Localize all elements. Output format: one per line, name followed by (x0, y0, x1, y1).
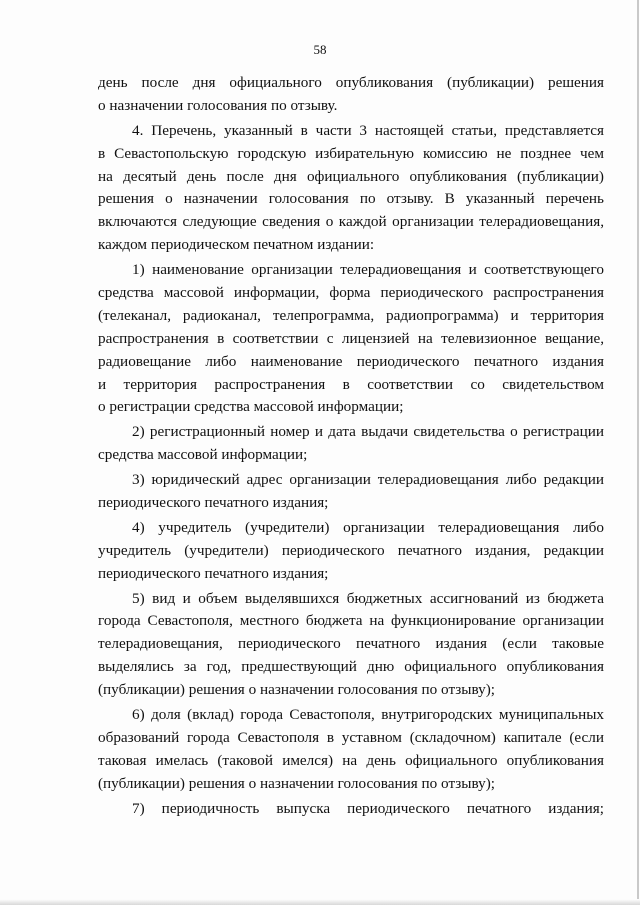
text-line: 6) доля (вклад) города Севастополя, внутригородских муниципальных (132, 706, 604, 724)
text-line: 7) периодичность выпуска периодического печатного издания; (132, 799, 604, 817)
text-line: города Севастополя, местного бюджета на функционирование организации (98, 612, 604, 630)
scan-edge (637, 0, 639, 905)
text-line: включаются следующие сведения о каждой организации телерадиовещания, (98, 213, 604, 231)
text-line: таковая имелась (таковой имелся) на день официального опубликования (98, 751, 604, 769)
text-line: радиовещание либо наименование периодического печатного издания (98, 352, 604, 370)
text-line: телерадиовещания, периодического печатного издания (если таковые (98, 635, 604, 653)
text-line: в Севастопольскую городскую избирательную комиссию не позднее чем (98, 144, 604, 162)
text-line: и территория распространения в соответствии со свидетельством (98, 375, 604, 393)
text-line: решения о назначении голосования по отзыву. В указанный перечень (98, 190, 604, 208)
text-line: средства массовой информации, форма периодического распространения (98, 284, 604, 302)
text-line: периодического печатного издания; (98, 494, 329, 512)
text-line: распространения в соответствии с лицензией на телевизионное вещание, (98, 329, 604, 347)
text-line: 5) вид и объем выделявшихся бюджетных ассигнований из бюджета (132, 589, 604, 607)
text-line: периодического печатного издания; (98, 564, 329, 582)
text-line: день после дня официального опубликования (публикации) решения (98, 74, 604, 91)
text-line: каждом периодическом печатном издании: (98, 236, 375, 254)
text-line: выделялись за год, предшествующий дню официального опубликования (98, 658, 604, 676)
text-line: о регистрации средства массовой информации; (98, 398, 404, 416)
text-line: 4) учредитель (учредители) организации телерадиовещания либо (132, 518, 604, 536)
text-line: на десятый день после дня официального опубликования (публикации) (98, 167, 604, 185)
text-line: 1) наименование организации телерадиовещания и соответствующего (132, 261, 604, 279)
text-line: образований города Севастополя в уставном (складочном) капитале (если (98, 728, 604, 746)
text-line: (публикации) решения о назначении голосования по отзыву); (98, 774, 495, 792)
text-line: 4. Перечень, указанный в части 3 настоящей статьи, представляется (132, 121, 604, 139)
scan-shadow (0, 899, 640, 905)
document-body (98, 72, 604, 821)
text-line: о назначении голосования по отзыву. (98, 96, 338, 114)
text-line: средства массовой информации; (98, 446, 308, 464)
text-line: (телеканал, радиоканал, телепрограмма, радиопрограмма) и территория (98, 306, 604, 324)
text-line: 2) регистрационный номер и дата выдачи свидетельства о регистрации (132, 423, 604, 441)
text-line: учредитель (учредители) периодического печатного издания, редакции (98, 541, 604, 559)
text-line: (публикации) решения о назначении голосования по отзыву); (98, 681, 495, 699)
text-line: 3) юридический адрес организации телерадиовещания либо редакции (132, 471, 604, 489)
page-number: 58 (313, 42, 327, 57)
